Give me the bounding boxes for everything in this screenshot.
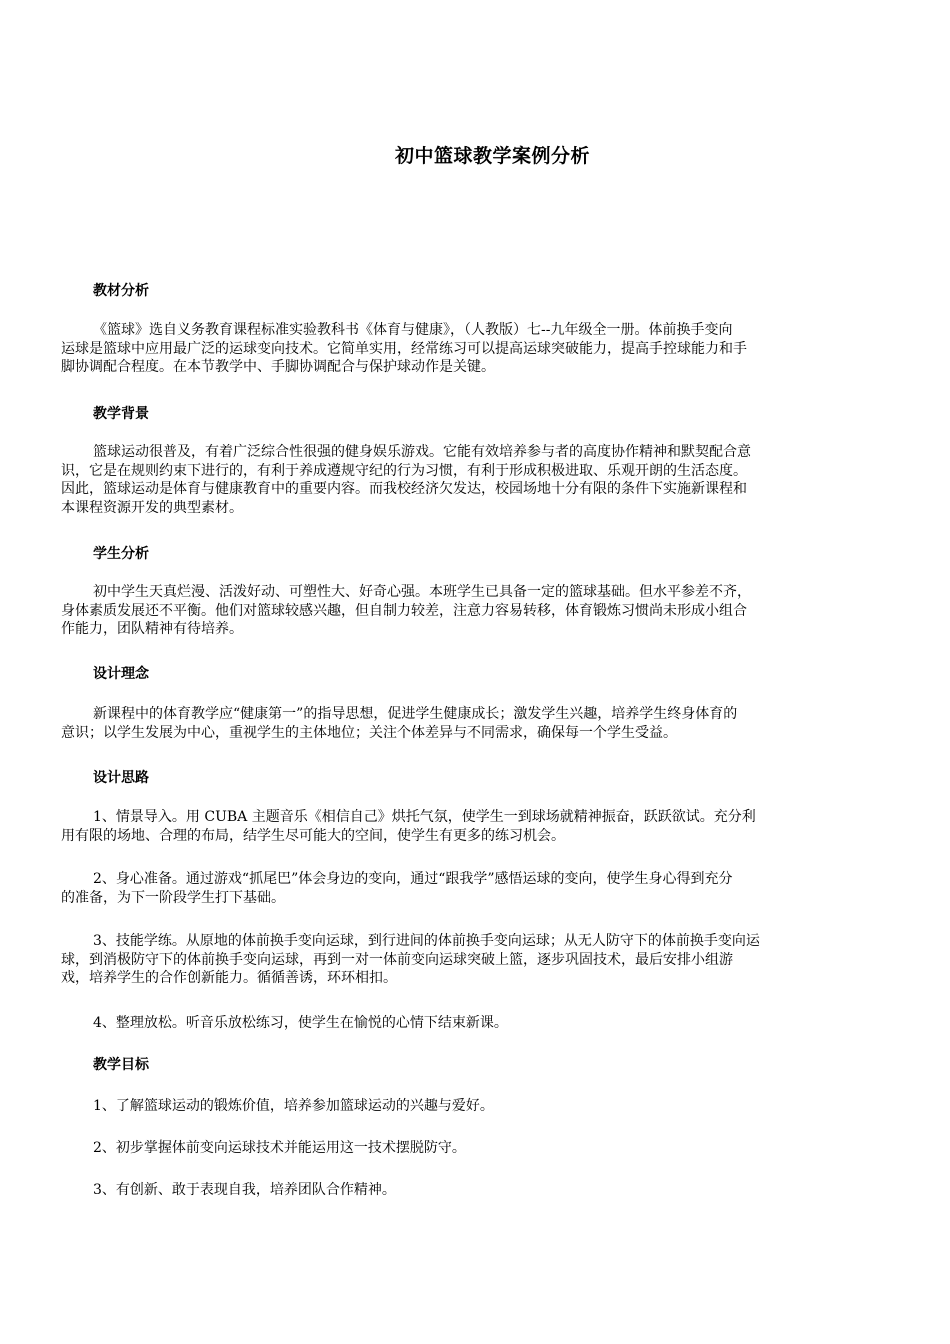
objective-item-3 [61,1181,891,1200]
text-line: 运球是篮球中应用最广泛的运球变向技术。它简单实用，经常练习可以提高运球突破能力，提高手控球能力和手 [61,340,747,357]
text-line: 球，到消极防守下的体前换手变向运球，再到一对一体前变向运球突破上篮，逐步巩固技术，最后安排小组游 [61,951,733,968]
paragraph-student-analysis [61,583,891,639]
text-line: 作能力，团队精神有待培养。 [61,621,243,637]
text-line: 识，它是在规则约束下进行的，有利于养成遵规守纪的行为习惯，有利于形成积极进取、乐观开朗的生活态度。 [61,462,747,479]
paragraph-teaching-background [61,443,891,517]
text-line: 脚协调配合程度。在本节教学中、手脚协调配合与保护球动作是关键。 [61,359,495,375]
text-line: 2、身心准备。通过游戏“抓尾巴”体会身边的变向，通过“跟我学”感悟运球的变向，使学生身心得到充分 [93,871,733,887]
text-line: 意识；以学生发展为中心，重视学生的主体地位；关注个体差异与不同需求，确保每一个学生受益。 [61,724,677,741]
section-heading-student-analysis: 学生分析 [93,546,149,562]
paragraph-design-step-1 [61,808,891,845]
text-line: 初中学生天真烂漫、活泼好动、可塑性大、好奇心强。本班学生已具备一定的篮球基础。但水平参差不齐， [93,584,751,600]
paragraph-textbook-analysis [61,321,891,377]
paragraph-design-step-3 [61,932,891,988]
text-line: 1、了解篮球运动的锻炼价值，培养参加篮球运动的兴趣与爱好。 [93,1098,494,1114]
text-line: 3、技能学练。从原地的体前换手变向运球，到行进间的体前换手变向运球；从无人防守下的体前换手变向运 [93,933,760,949]
text-line: 本课程资源开发的典型素材。 [61,499,243,516]
text-line: 《篮球》选自义务教育课程标准实验教科书《体育与健康》，（人教版）七--九年级全一册。体前换手变向 [93,322,733,338]
text-line: 身体素质发展还不平衡。他们对篮球较感兴趣，但自制力较差，注意力容易转移，体育锻炼习惯尚未形成小组合 [61,602,747,619]
text-line: 篮球运动很普及，有着广泛综合性很强的健身娱乐游戏。它能有效培养参与者的高度协作精神和默契配合意 [93,444,751,460]
text-line: 戏，培养学生的合作创新能力。循循善诱，环环相扣。 [61,970,397,986]
text-line: 新课程中的体育教学应“健康第一”的指导思想，促进学生健康成长；激发学生兴趣，培养学生终身体育的 [93,706,738,722]
section-heading-textbook-analysis: 教材分析 [93,283,149,299]
paragraph-design-concept [61,705,891,742]
section-heading-design-approach: 设计思路 [93,770,149,786]
document-title: 初中篮球教学案例分析 [394,145,590,167]
text-line: 4、整理放松。听音乐放松练习，使学生在愉悦的心情下结束新课。 [93,1015,508,1031]
text-line: 用有限的场地、合理的布局，结学生尽可能大的空间，使学生有更多的练习机会。 [61,827,565,844]
text-line: 因此，篮球运动是体育与健康教育中的重要内容。而我校经济欠发达，校园场地十分有限的条件下实施新课程和 [61,481,747,497]
text-line: 2、初步掌握体前变向运球技术并能运用这一技术摆脱防守。 [93,1140,466,1156]
paragraph-design-step-2 [61,870,891,907]
section-heading-design-concept: 设计理念 [93,666,149,682]
objective-item-1 [61,1097,891,1116]
paragraph-design-step-4 [61,1014,891,1033]
text-line: 的准备，为下一阶段学生打下基础。 [61,889,285,906]
section-heading-teaching-objectives: 教学目标 [93,1057,149,1073]
section-heading-teaching-background: 教学背景 [93,406,149,422]
text-line: 3、有创新、敢于表现自我，培养团队合作精神。 [93,1182,396,1198]
objective-item-2 [61,1139,891,1158]
text-line: 1、情景导入。用 CUBA 主题音乐《相信自己》烘托气氛，使学生一到球场就精神振奋，跃跃欲试。充分利 [93,809,756,825]
